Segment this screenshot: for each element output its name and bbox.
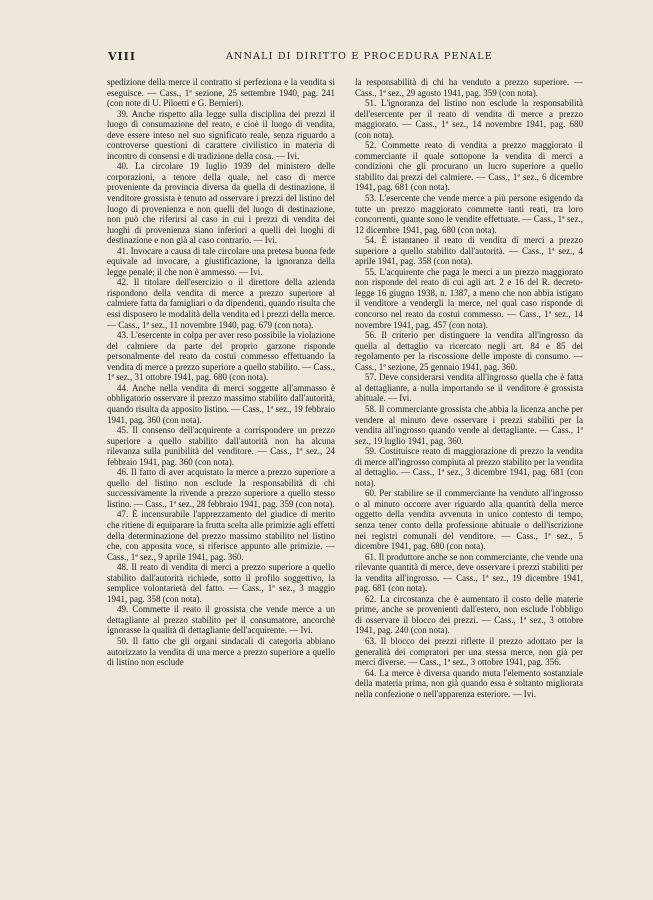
paragraph: 46. Il fatto di aver acquistato la merce a prezzo superiore a quello del listino non esclude la responsabilità di chi successivamente la rivende a prezzo superiore a quello stesso listino. — Cass., 1ª sez., 28 febbraio 1941, pag. 359 (con nota). xyxy=(107,467,335,509)
paragraph: 63. Il blocco dei prezzi riflette il prezzo adottato per la generalità dei compratori per una stessa merce, non già per merci diverse. — Cass., 1ª sez., 3 ottobre 1941, pag. 356. xyxy=(355,635,583,668)
paragraph: 41. Invocare a causa di tale circolare una pretesa buona fede equivale ad invocare, a giustificazione, la ignoranza della legge penale; il che non è ammesso. — Ivi. xyxy=(107,245,335,277)
paragraph: 40. La circolare 19 luglio 1939 del ministero delle corporazioni, a tenore della quale, nel caso di merce proveniente da provincia diversa da quella di destinazione, il venditore grossista è tenuto ad osservare i prezzi del listino del luogo di provenienza e non quelli del luogo di destinazione, non può che riferirsi al caso in cui i prezzi di vendita dei luoghi di provenienza siano inferiori a quelli dei luoghi di destinazione e non già al caso contrario. — Ivi. xyxy=(107,161,335,246)
paragraph: 61. Il produttore anche se non commerciante, che vende una rilevante quantità di merce, deve osservare i prezzi stabiliti per la vendita all'ingrosso. — Cass., 1ª sez., 19 dicembre 1941, pag. 681 (con nota). xyxy=(355,551,583,594)
paragraph: 62. La circostanza che è aumentato il costo delle materie prime, anche se provenienti dall'estero, non esclude l'obbligo di osservare il blocco dei prezzi. — Cass., 1ª sez., 3 ottobre 1941, pag. 240 (con nota). xyxy=(355,593,583,636)
paragraph: 57. Deve considerarsi vendita all'ingrosso quella che è fatta al dettagliante, a nulla importando se il venditore è grossista abituale. — Ivi. xyxy=(355,372,583,404)
paragraph: 48. Il reato di vendita di merci a prezzo superiore a quello stabilito dall'autorità richiede, sotto il profilo soggettivo, la semplice volontarietà del fatto. — Cass., 1ª sez., 3 maggio 1941, pag. 358 (con nota). xyxy=(107,562,335,604)
paragraph: 60. Per stabilire se il commerciante ha venduto all'ingrosso o al minuto occorre aver riguardo alla quantità della merce oggetto della vendita avvenuta in unico contesto di tempo, senza tener conto della professione abituale o dell'iscrizione nei registri comunali del venditore. — Cass., 1ª sez., 5 dicembre 1941, pag. 680 (con nota). xyxy=(355,488,583,552)
paragraph: 44. Anche nella vendita di merci soggette all'ammasso è obbligatorio osservare il prezzo massimo stabilito dall'autorità, quando risulta da apposito listino. — Cass., 1ª sez., 19 febbraio 1941, pag. 360 (con nota). xyxy=(107,382,335,425)
paragraph: 58. Il commerciante grossista che abbia la licenza anche per vendere al minuto deve osservare i prezzi stabiliti per la vendita all'ingrosso quando vende al dettagliante. — Cass., 1ª sez., 19 luglio 1941, pag. 360. xyxy=(355,403,583,446)
paragraph: 39. Anche rispetto alla legge sulla disciplina dei prezzi il luogo di consumazione del reato, e cioè il luogo di vendita, deve essere inteso nel suo significato reale, senza riguardo a controverse questioni di carattere civilistico in materia di incontro di consensi e di tradizione della cosa. — Ivi. xyxy=(107,108,335,161)
left-column xyxy=(107,77,335,668)
paragraph: 42. Il titolare dell'esercizio o il direttore della azienda rispondono della vendita di merce a prezzo superiore al calmiere fatta da famigliari o da dipendenti, quando risulta che essi disposero le modalità della vendita ed i prezzi della merce. — Cass., 1ª sez., 11 novembre 1940, pag. 679 (con nota). xyxy=(107,277,335,330)
page-header xyxy=(108,50,584,68)
paragraph: spedizione della merce il contratto si perfeziona e la vendita si eseguisce. — Cass., 1ª sezione, 25 settembre 1940, pag. 241 (con note di U. Piloetti e G. Bernieri). xyxy=(107,77,335,109)
paragraph: 56. Il criterio per distinguere la vendita all'ingrosso da quella al dettaglio va ricercato negli art. 84 e 85 del regolamento per la riscossione delle imposte di consumo. — Cass., 1ª sezione, 25 gennaio 1941, pag. 360. xyxy=(355,330,583,372)
paragraph: 53. L'esercente che vende merce a più persone esigendo da tutte un prezzo maggiorato commette tanti reati, tra loro concorrenti, quante sono le vendite effettuate. — Cass., 1ª sez., 12 dicembre 1941, pag. 680 (con nota). xyxy=(355,193,583,235)
paragraph: 52. Commette reato di vendita a prezzo maggiorato il commerciante il quale sottopone la vendita di merci a condizioni che gli procurano un lucro superiore a quello stabilito dai prezzi del calmiere. — Cass., 1ª sez., 6 dicembre 1941, pag. 681 (con nota). xyxy=(355,140,583,193)
paragraph: 54. È istantaneo il reato di vendita di merci a prezzo superiore a quello stabilito dall'autorità. — Cass., 1ª sez., 4 aprile 1941, pag. 358 (con nota). xyxy=(355,235,583,267)
paragraph: 45. Il consenso dell'acquirente a corrispondere un prezzo superiore a quello stabilito dall'autorità non ha alcuna rilevanza sulla punibilità del venditore. — Cass., 1ª sez., 24 febbraio 1941, pag. 360 (con nota). xyxy=(107,425,335,467)
running-title: ANNALI DI DIRITTO E PROCEDURA PENALE xyxy=(226,51,493,62)
paragraph: 47. È incensurabile l'apprezzamento del giudice di merito che ritiene di equiparare la frutta scelta alle primizie agli effetti della determinazione del prezzo massimo stabilito nel listino che, con apposita voce, si riferisce appunto alle primizie. — Cass., 1ª sez., 9 aprile 1941, pag. 360. xyxy=(107,509,335,562)
paragraph: 55. L'acquirente che paga le merci a un prezzo maggiorato non risponde del reato di cui agli art. 2 e 16 del R. decreto-legge 16 giugno 1938, n. 1387, a meno che non abbia istigato il venditore a vendergli la merce, nel qual caso risponde di concorso nel reato da costui commesso. — Cass., 1ª sez., 14 novembre 1941, pag. 457 (con nota). xyxy=(355,266,583,330)
paragraph: 49. Commette il reato il grossista che vende merce a un dettagliante al prezzo stabilito per il consumatore, ancorchè ignorasse la qualità di dettagliante dell'acquirente. — Ivi. xyxy=(107,604,335,636)
paragraph: 50. Il fatto che gli organi sindacali di categoria abbiano autorizzato la vendita di una merce a prezzo superiore a quello di listino non esclude xyxy=(107,635,335,668)
paragraph: 43. L'esercente in colpa per aver reso possibile la violazione del calmiere da parte del proprio garzone risponde personalmente del reato da costui commesso effettuando la vendita di merce a prezzo superiore a quello stabilito. — Cass., 1ª sez., 31 ottobre 1941, pag. 680 (con nota). xyxy=(107,330,335,383)
paragraph: 59. Costituisce reato di maggiorazione di prezzo la vendita di merce all'ingrosso compiuta al prezzo stabilito per la vendita al dettaglio. — Cass., 1ª sez., 3 dicembre 1941, pag. 681 (con nota). xyxy=(355,446,583,488)
paragraph: 51. L'ignoranza del listino non esclude la responsabilità dell'esercente per il reato di vendita di merce a prezzo maggiorato. — Cass., 1ª sez., 14 novembre 1941, pag. 680 (con nota). xyxy=(355,98,583,140)
page-number: VIII xyxy=(108,50,136,63)
paragraph: la responsabilità di chi ha venduto a prezzo superiore. — Cass., 1ª sez., 29 agosto 1941, pag. 359 (con nota). xyxy=(355,77,583,98)
paragraph: 64. La merce è diversa quando muta l'elemento sostanziale della materia prima, non già quando essa è soltanto migliorata nella confezione o nell'apparenza esteriore. — Ivi. xyxy=(355,667,583,699)
right-column xyxy=(355,77,583,699)
